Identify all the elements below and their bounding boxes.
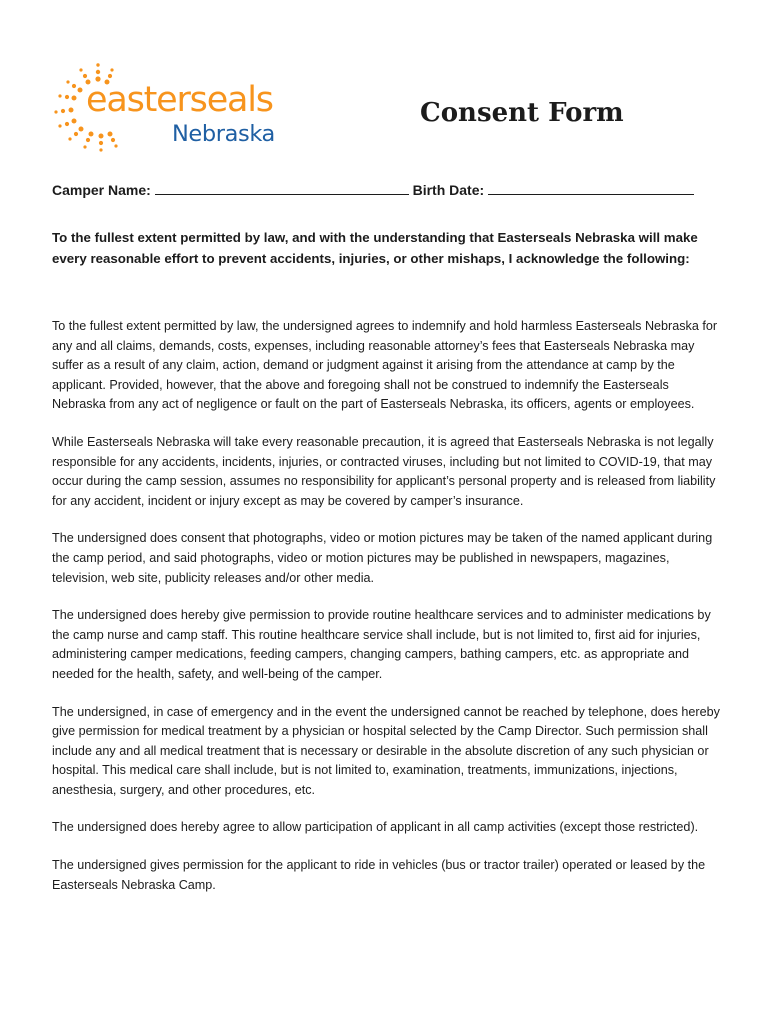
easterseals-nebraska-logo [50,62,310,154]
camper-name-label: Camper Name: [52,182,151,198]
birth-date-label: Birth Date: [412,182,485,198]
paragraph-indemnification: To the fullest extent permitted by law, the undersigned agrees to indemnify and hold harmless Easterseals Nebraska for any and all claims, demands, costs, expenses, including reasonable attorney’s fees that Easterseals Nebraska may suffer as a result of any claim, action, demand or judgment against it arising from the attendance at camp by the applicant. Provided, however, that the above and foregoing shall not be construed to indemnify the Easterseals Nebraska from any act of negligence or fault on the part of Easterseals Nebraska, its officers, agents or employees. [52,319,718,412]
camper-info-fields [52,180,722,200]
logo-wordmark-easterseals: easterseals [86,80,273,120]
paragraph-media-consent: The undersigned does consent that photographs, video or motion pictures may be taken of the named applicant during the camp period, and said photographs, video or motion pictures may be published in newspapers, magazines, television, web site, publicity releases and/or other media. [52,531,713,585]
paragraph-emergency-treatment: The undersigned, in case of emergency and in the event the undersigned cannot be reached by telephone, does hereby give permission for medical treatment by a physician or hospital selected by the Camp Director. Such permission shall include any and all medical treatment that is necessary or desirable in the absolute discretion of any such physician or hospital. This medical care shall include, but is not limited to, examination, treatments, immunizations, injections, anesthesia, surgery, and other procedures, etc. [52,704,720,797]
page-title: Consent Form [420,98,624,128]
camper-name-field[interactable] [155,180,409,195]
paragraph-activities-participation: The undersigned does hereby agree to allow participation of applicant in all camp activities (except those restricted). [52,820,699,835]
acknowledgement-intro: To the fullest extent permitted by law, and with the understanding that Easterseals Nebraska will make every reasonable effort to prevent accidents, injuries, or other mishaps, I acknowledge the following: [52,230,698,266]
paragraph-vehicle-transport: The undersigned gives permission for the applicant to ride in vehicles (bus or tractor trailer) operated or leased by the Easterseals Nebraska Camp. [52,858,706,892]
paragraph-routine-healthcare: The undersigned does hereby give permission to provide routine healthcare services and to administer medications by the camp nurse and camp staff. This routine healthcare service shall include, but is not limited to, first aid for injuries, administering camper medications, feeding campers, changing campers, bathing campers, etc. as appropriate and needed for the health, safety, and well-being of the camper. [52,608,711,681]
birth-date-field[interactable] [488,180,694,195]
paragraph-liability-release: While Easterseals Nebraska will take every reasonable precaution, it is agreed that Easterseals Nebraska is not legally responsible for any accidents, incidents, injuries, or contracted viruses, including but not limited to COVID-19, that may occur during the camp session, assumes no responsibility for applicant’s personal property and is released from liability for any accident, incident or injury except as may be covered by camper’s insurance. [52,434,716,508]
logo-wordmark-nebraska: Nebraska [172,121,275,147]
consent-body [52,317,720,913]
